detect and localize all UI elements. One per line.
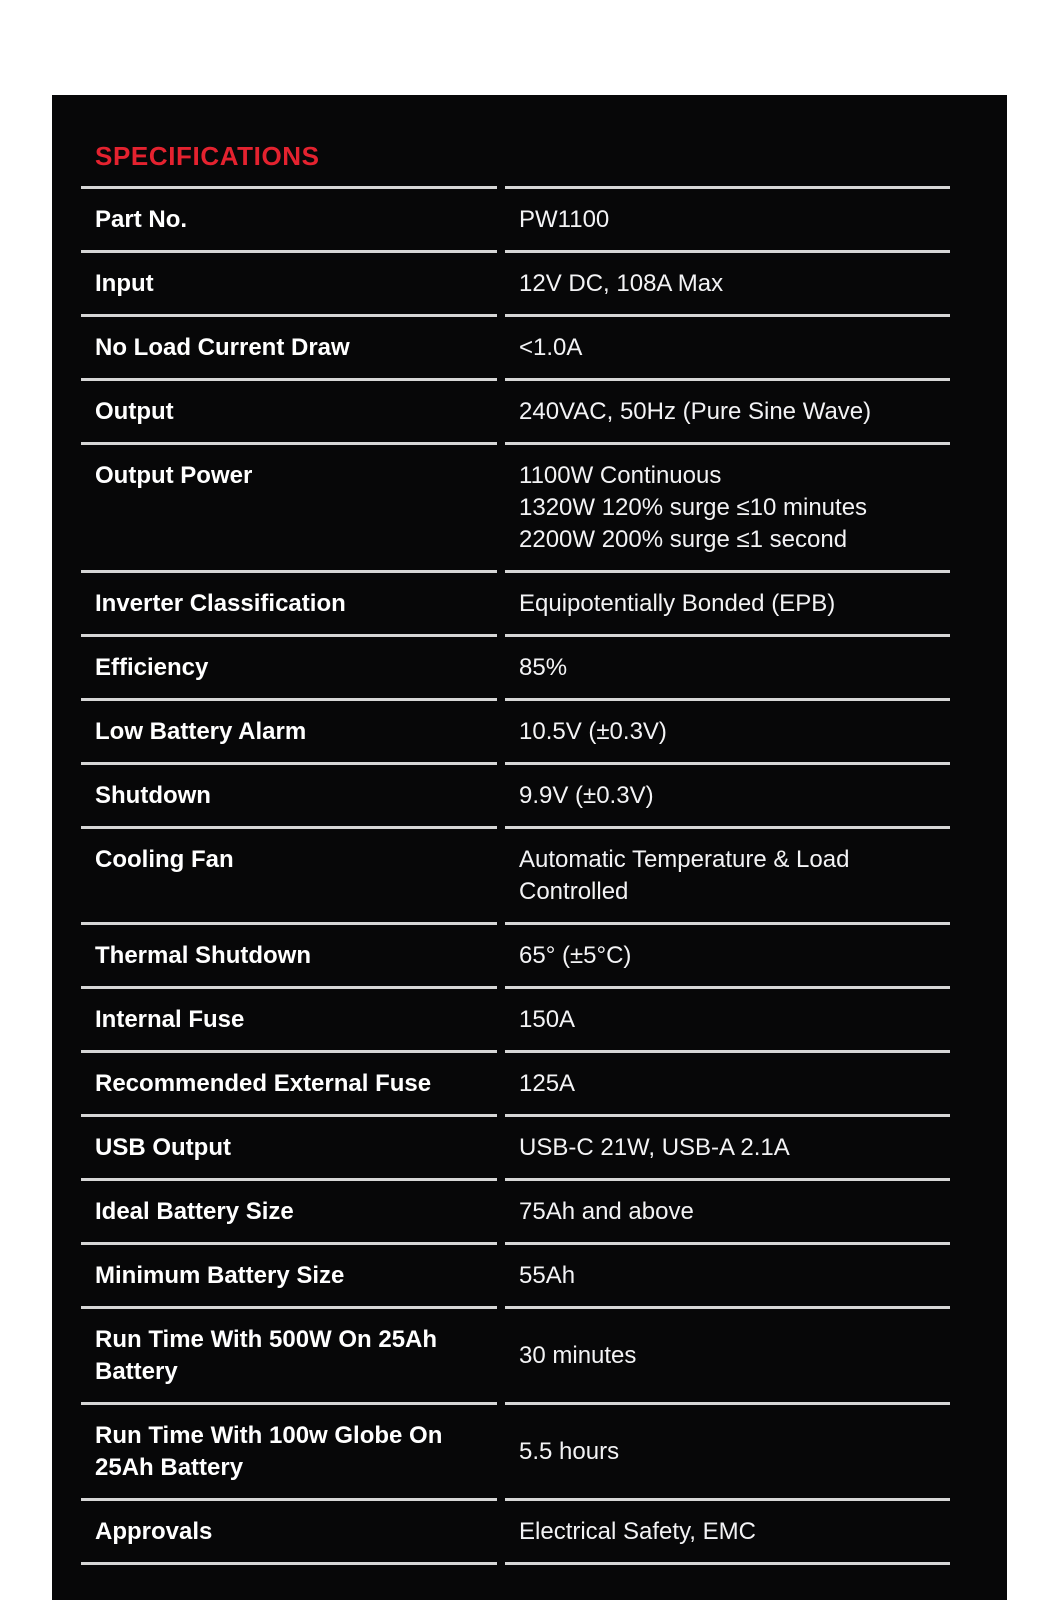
spec-value-line: 125A bbox=[519, 1070, 576, 1097]
spec-value bbox=[505, 1181, 950, 1245]
spec-value bbox=[505, 701, 950, 765]
spec-row bbox=[81, 989, 950, 1053]
spec-label: Output bbox=[81, 381, 497, 445]
spec-row bbox=[81, 1117, 950, 1181]
spec-value-line: 12V DC, 108A Max bbox=[519, 270, 724, 297]
spec-label: Cooling Fan bbox=[81, 829, 497, 925]
spec-value bbox=[505, 186, 950, 253]
spec-value bbox=[505, 573, 950, 637]
spec-value-line: 1320W 120% surge ≤10 minutes bbox=[519, 494, 868, 521]
spec-value bbox=[505, 1309, 950, 1405]
spec-value-line: 1100W Continuous bbox=[519, 462, 722, 489]
spec-value bbox=[505, 317, 950, 381]
spec-value-line: Controlled bbox=[519, 878, 629, 905]
spec-row bbox=[81, 701, 950, 765]
spec-value bbox=[505, 1405, 950, 1501]
spec-row bbox=[81, 1053, 950, 1117]
spec-value bbox=[505, 925, 950, 989]
spec-row bbox=[81, 1405, 950, 1501]
spec-label: Ideal Battery Size bbox=[81, 1181, 497, 1245]
spec-table-body bbox=[81, 186, 950, 1565]
spec-label: Part No. bbox=[81, 186, 497, 253]
spec-value-line: 240VAC, 50Hz (Pure Sine Wave) bbox=[519, 398, 872, 425]
spec-label: Input bbox=[81, 253, 497, 317]
spec-value-line: USB-C 21W, USB-A 2.1A bbox=[519, 1134, 790, 1161]
spec-value-line: Equipotentially Bonded (EPB) bbox=[519, 590, 836, 617]
spec-value-line: 65° (±5°C) bbox=[519, 942, 632, 969]
spec-row bbox=[81, 1245, 950, 1309]
spec-label: Run Time With 500W On 25Ah Battery bbox=[81, 1309, 497, 1405]
spec-value bbox=[505, 989, 950, 1053]
spec-value-line: 150A bbox=[519, 1006, 576, 1033]
spec-label: Minimum Battery Size bbox=[81, 1245, 497, 1309]
spec-row bbox=[81, 445, 950, 573]
spec-row bbox=[81, 1309, 950, 1405]
spec-row bbox=[81, 1181, 950, 1245]
spec-row bbox=[81, 925, 950, 989]
spec-value bbox=[505, 1501, 950, 1565]
spec-row bbox=[81, 186, 950, 253]
spec-value bbox=[505, 381, 950, 445]
spec-label: Low Battery Alarm bbox=[81, 701, 497, 765]
spec-value-line: 75Ah and above bbox=[519, 1198, 694, 1225]
spec-label: No Load Current Draw bbox=[81, 317, 497, 381]
spec-value-line: 2200W 200% surge ≤1 second bbox=[519, 526, 848, 553]
spec-value-line: 9.9V (±0.3V) bbox=[519, 782, 654, 809]
spec-value-line: PW1100 bbox=[519, 206, 610, 233]
spec-label: Inverter Classification bbox=[81, 573, 497, 637]
spec-label: Approvals bbox=[81, 1501, 497, 1565]
spec-value-line: <1.0A bbox=[519, 334, 583, 361]
spec-row bbox=[81, 381, 950, 445]
spec-label: Shutdown bbox=[81, 765, 497, 829]
spec-row bbox=[81, 253, 950, 317]
spec-label: Output Power bbox=[81, 445, 497, 573]
spec-label: Run Time With 100w Globe On 25Ah Battery bbox=[81, 1405, 497, 1501]
spec-value bbox=[505, 1053, 950, 1117]
spec-label: Efficiency bbox=[81, 637, 497, 701]
spec-label: Recommended External Fuse bbox=[81, 1053, 497, 1117]
spec-value bbox=[505, 829, 950, 925]
spec-row bbox=[81, 765, 950, 829]
spec-label: USB Output bbox=[81, 1117, 497, 1181]
spec-value bbox=[505, 765, 950, 829]
spec-value-line: 5.5 hours bbox=[519, 1438, 620, 1465]
spec-value bbox=[505, 253, 950, 317]
spec-value-line: Automatic Temperature & Load bbox=[519, 846, 850, 873]
specifications-table bbox=[73, 186, 958, 1565]
spec-value-line: 10.5V (±0.3V) bbox=[519, 718, 667, 745]
specifications-heading: SPECIFICATIONS bbox=[95, 141, 320, 171]
specifications-panel bbox=[52, 95, 1007, 1600]
spec-value bbox=[505, 637, 950, 701]
spec-value-line: 30 minutes bbox=[519, 1342, 637, 1369]
spec-row bbox=[81, 573, 950, 637]
spec-row bbox=[81, 1501, 950, 1565]
spec-row bbox=[81, 637, 950, 701]
spec-label: Internal Fuse bbox=[81, 989, 497, 1053]
spec-value-line: 55Ah bbox=[519, 1262, 576, 1289]
spec-value-line: 85% bbox=[519, 654, 568, 681]
spec-value bbox=[505, 1117, 950, 1181]
spec-row bbox=[81, 829, 950, 925]
spec-row bbox=[81, 317, 950, 381]
spec-value-line: Electrical Safety, EMC bbox=[519, 1518, 756, 1545]
spec-value bbox=[505, 445, 950, 573]
spec-value bbox=[505, 1245, 950, 1309]
spec-label: Thermal Shutdown bbox=[81, 925, 497, 989]
